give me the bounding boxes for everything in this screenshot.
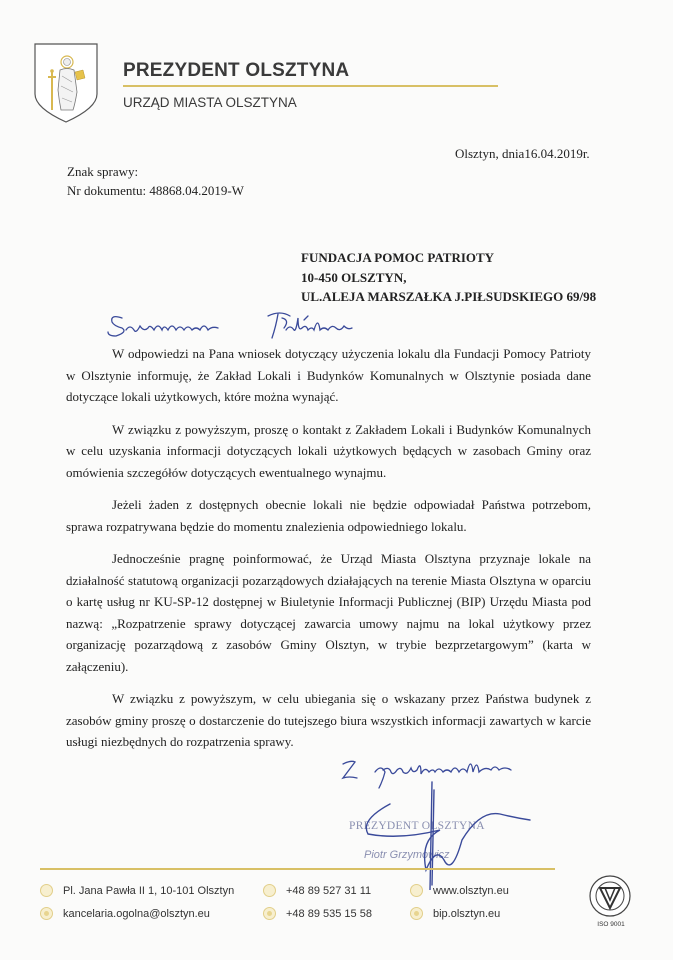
footer-address [40, 884, 234, 897]
iso-label: ISO 9001 [597, 921, 625, 928]
footer-divider [40, 868, 555, 870]
addressee-name: FUNDACJA POMOC PATRIOTY [301, 250, 495, 265]
footer-email[interactable] [40, 907, 210, 920]
location-icon [40, 884, 53, 897]
stamp-title: PREZYDENT OLSZTYNA [349, 820, 485, 832]
addressee-street: UL.ALEJA MARSZAŁKA J.PIŁSUDSKIEGO 69/98 [301, 289, 597, 304]
bip-icon [410, 907, 423, 920]
reference-block [67, 162, 244, 200]
case-label: Znak sprawy: [67, 164, 139, 179]
header-title: PREZYDENT OLSZTYNA [123, 60, 350, 81]
body-paragraph: Jednocześnie pragnę poinformować, że Urząd Miasta Olsztyna przyznaje lokale na działalność statutową organizacji pozarządowych działających na terenie Miasta Olsztyna w oparciu o kartę usług nr KU-SP-12 dostępnej w Biuletynie Informacji Publicznej (BIP) Urzędu Miasta pod nazwą: „Rozpatrzenie sprawy dotyczącej zawarcia umowy najmu na lokal użytkowy przez organizację pozarządową z zasobów Gminy Olsztyn, w trybie bezprzetargowym” (karta w załączeniu). [66, 551, 591, 674]
footer-phone-text[interactable]: +48 89 527 31 11 [286, 884, 372, 897]
signature [340, 780, 580, 890]
footer-email-text[interactable]: kancelaria.ogolna@olsztyn.eu [63, 907, 210, 920]
iso-certification-seal [588, 874, 632, 918]
body-paragraph: W związku z powyższym, w celu ubiegania się o wskazany przez Państwa budynek z zasobów gminy proszę o dostarczenie do tutejszego biura wszystkich informacji zawartych w karcie usługi niezbędnych do rozpatrzenia sprawy. [66, 691, 591, 749]
footer-fax-text: +48 89 535 15 58 [286, 907, 372, 920]
footer-website-text[interactable]: www.olsztyn.eu [433, 884, 509, 897]
body-paragraph: W odpowiedzi na Pana wniosek dotyczący użyczenia lokalu dla Fundacji Pomocy Patrioty w Olsztynie informuję, że Zakład Lokali i Budynków Komunalnych w Olsztynie posiada dane dotyczące lokali użytkowych, które można wynająć. [66, 346, 591, 404]
footer-bip-text[interactable]: bip.olsztyn.eu [433, 907, 501, 920]
header-divider [123, 85, 498, 87]
footer-website[interactable] [410, 884, 509, 897]
addressee-city: 10-450 OLSZTYN, [301, 269, 407, 285]
footer-fax [263, 907, 372, 920]
footer-bip[interactable] [410, 907, 500, 920]
letter-body [66, 343, 591, 753]
stamp-name: Piotr Grzymowicz [364, 849, 450, 861]
phone-icon [263, 884, 276, 897]
document-number: Nr dokumentu: 48868.04.2019-W [67, 183, 244, 198]
handwritten-salutation [100, 308, 400, 340]
footer-phone[interactable] [263, 884, 371, 897]
email-icon [40, 907, 53, 920]
fax-icon [263, 907, 276, 920]
header-subtitle: URZĄD MIASTA OLSZTYNA [123, 95, 297, 110]
addressee-block [301, 248, 596, 307]
date-line: Olsztyn, dnia16.04.2019r. [455, 146, 590, 161]
body-paragraph: Jeżeli żaden z dostępnych obecnie lokali nie będzie odpowiadał Państwa potrzebom, sprawa rozpatrywana będzie do momentu znalezienia odpowiedniego lokalu. [66, 497, 591, 534]
city-crest-logo [33, 42, 99, 124]
footer-address-text: Pl. Jana Pawła II 1, 10-101 Olsztyn [63, 884, 235, 897]
body-paragraph: W związku z powyższym, proszę o kontakt z Zakładem Lokali i Budynków Komunalnych w celu uzyskania informacji dotyczących lokali użytkowych będących w zasobach Gminy oraz omówienia szczegółów dotyczących ewentualnego wynajmu. [66, 421, 591, 480]
web-icon [410, 884, 423, 897]
